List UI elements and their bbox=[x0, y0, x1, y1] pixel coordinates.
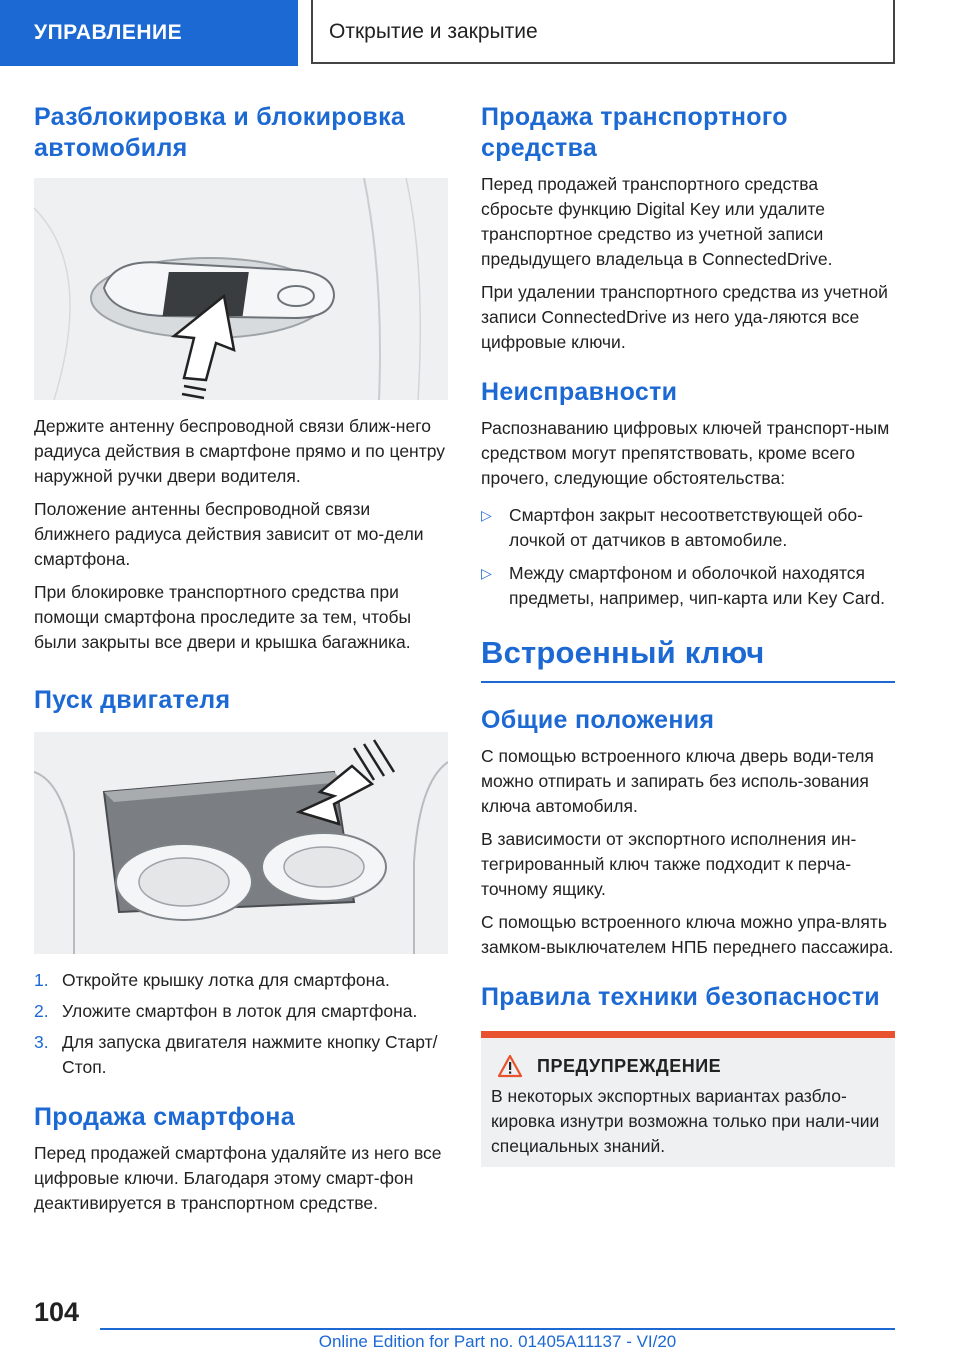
heading-safety: Правила техники безопасности bbox=[481, 983, 880, 1011]
topic-title: Открытие и закрытие bbox=[311, 0, 895, 64]
step-number: 3. bbox=[34, 1032, 49, 1052]
right-column bbox=[481, 102, 895, 1167]
faults-paragraph: Распознаванию цифровых ключей транспорт-ным средством могут препятствовать, кроме всего прочего, следующие обстоятельства: bbox=[481, 418, 890, 488]
heading-faults: Неисправности bbox=[481, 378, 678, 406]
phone-tray-drawing bbox=[34, 732, 448, 954]
footer-divider bbox=[100, 1328, 895, 1330]
bullet-text: Между смартфоном и оболочкой находятся предметы, например, чип-карта или Key Card. bbox=[509, 563, 886, 608]
sale-phone-paragraph: Перед продажей смартфона удаляйте из него все цифровые ключи. Благодаря этому смарт-фон деактивируется в транспортном средстве. bbox=[34, 1143, 442, 1213]
step-text: Откройте крышку лотка для смартфона. bbox=[62, 970, 390, 990]
door-handle-illustration bbox=[34, 178, 448, 400]
list-item bbox=[34, 999, 448, 1024]
list-item bbox=[481, 561, 895, 611]
heading-sale-vehicle: Продажа транспортного средства bbox=[481, 103, 788, 162]
warning-header bbox=[491, 1054, 885, 1078]
unlock-paragraph-3: При блокировке транспортного средства при помощи смартфона проследите за тем, чтобы были закрыты все двери и крышка багажника. bbox=[34, 582, 412, 652]
page-number: 104 bbox=[34, 1297, 80, 1327]
sale-vehicle-paragraph-1: Перед продажей транспортного средства сбросьте функцию Digital Key или удалите транспортное средство из учетной записи предыдущего владельца в ConnectedDrive. bbox=[481, 174, 833, 269]
engine-start-steps bbox=[34, 968, 448, 1080]
general-paragraph-2: В зависимости от экспортного исполнения ин-тегрированный ключ также подходит к перча-точному ящику. bbox=[481, 829, 857, 899]
heading-general: Общие положения bbox=[481, 706, 715, 734]
list-item bbox=[481, 503, 895, 553]
edition-text: Online Edition for Part no. 01405A11137 - VI/20 bbox=[318, 1332, 677, 1351]
warning-box bbox=[481, 1031, 895, 1167]
unlock-paragraph-1: Держите антенну беспроводной связи ближ-него радиуса действия в смартфоне прямо и по центру наружной ручки двери водителя. bbox=[34, 416, 446, 486]
heading-sale-phone: Продажа смартфона bbox=[34, 1103, 295, 1131]
faults-list bbox=[481, 503, 895, 611]
general-paragraph-3: С помощью встроенного ключа можно упра-влять замком-выключателем НПБ переднего пассажира. bbox=[481, 912, 894, 957]
list-item bbox=[34, 968, 448, 993]
unlock-paragraph-2: Положение антенны беспроводной связи ближнего радиуса действия зависит от мо-дели смартфона. bbox=[34, 499, 424, 569]
section-tab: УПРАВЛЕНИЕ bbox=[0, 0, 298, 66]
step-number: 1. bbox=[34, 970, 49, 990]
phone-tray-illustration bbox=[34, 732, 448, 954]
step-text: Для запуска двигателя нажмите кнопку Старт/Стоп. bbox=[62, 1032, 438, 1077]
warning-label: ПРЕДУПРЕЖДЕНИЕ bbox=[537, 1055, 722, 1076]
step-number: 2. bbox=[34, 1001, 49, 1021]
triangle-bullet-icon: ▷ bbox=[481, 507, 492, 523]
door-handle-drawing bbox=[34, 178, 448, 400]
general-paragraph-1: С помощью встроенного ключа дверь води-теля можно отпирать и запирать без исполь-зования ключа автомобиля. bbox=[481, 746, 874, 816]
heading-built-in-key: Встроенный ключ bbox=[481, 635, 765, 670]
heading-unlock: Разблокировка и блокировка автомобиля bbox=[34, 103, 406, 162]
sale-vehicle-paragraph-2: При удалении транспортного средства из учетной записи ConnectedDrive из него уда-ляются все цифровые ключи. bbox=[481, 282, 888, 352]
step-text: Уложите смартфон в лоток для смартфона. bbox=[62, 1001, 418, 1021]
heading-engine-start: Пуск двигателя bbox=[34, 686, 231, 714]
warning-triangle-icon bbox=[497, 1054, 523, 1078]
page-header bbox=[0, 0, 960, 66]
warning-text: В некоторых экспортных вариантах разбло-кировка изнутри возможна только при нали-чии специальных знаний. bbox=[491, 1086, 880, 1156]
left-column bbox=[34, 102, 448, 1224]
section-divider bbox=[481, 681, 895, 683]
bullet-text: Смартфон закрыт несоответствующей обо-лочкой от датчиков в автомобиле. bbox=[509, 505, 863, 550]
list-item bbox=[34, 1030, 448, 1080]
triangle-bullet-icon: ▷ bbox=[481, 565, 492, 581]
